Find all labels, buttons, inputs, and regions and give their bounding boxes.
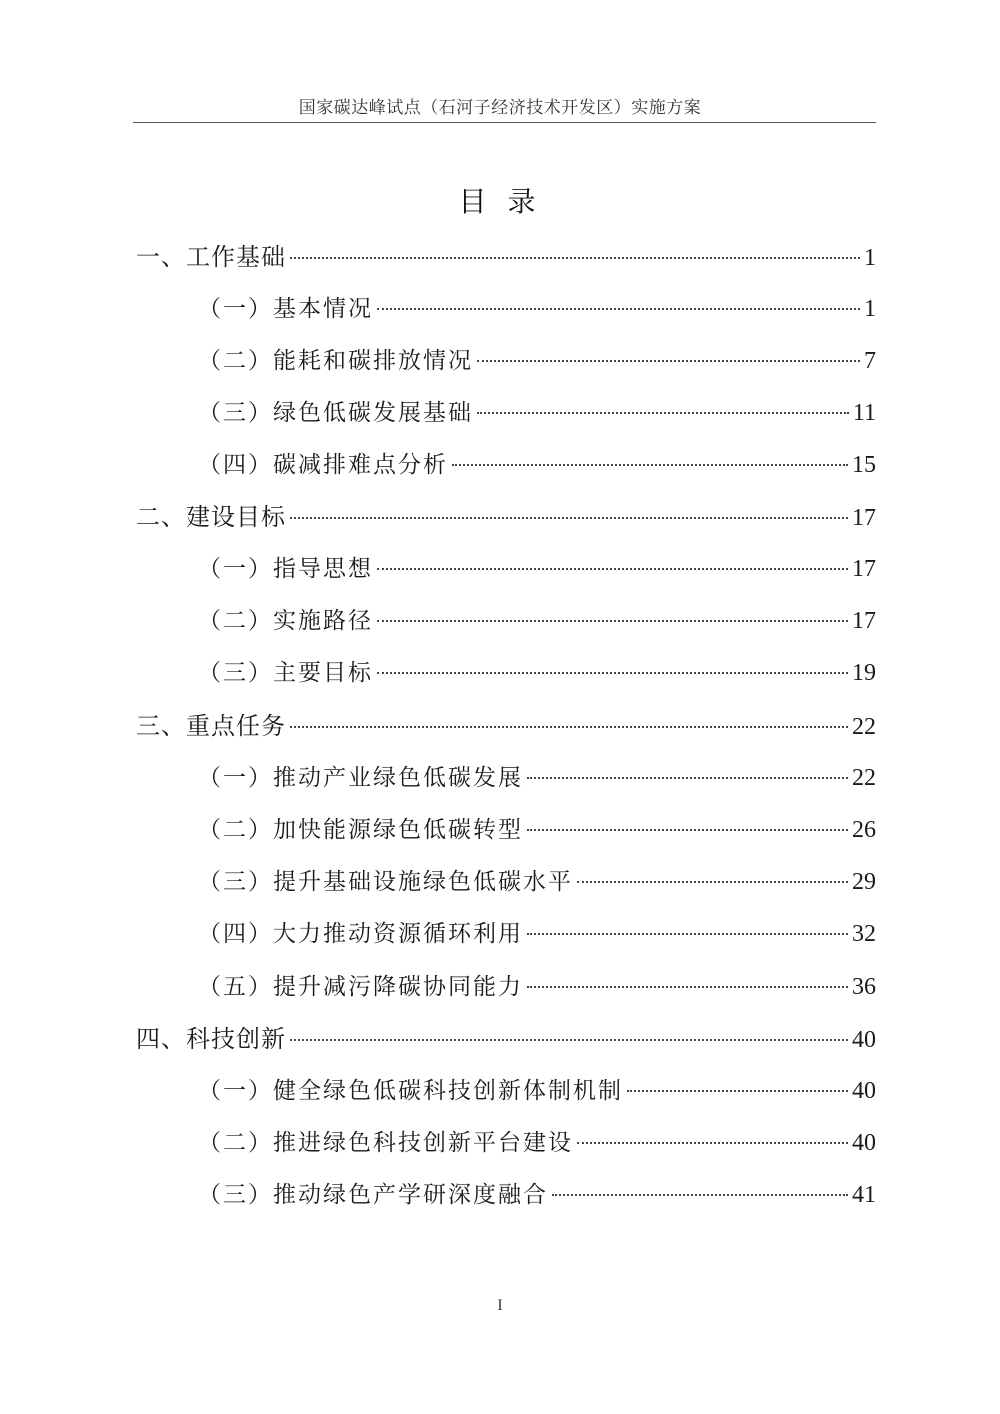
toc-entry-page: 1: [864, 296, 876, 322]
toc-entry-text: （四）大力推动资源循环利用: [198, 921, 523, 947]
toc-leader-dots: [290, 517, 848, 519]
toc-entry-text: 二、建设目标: [136, 503, 286, 531]
toc-entry[interactable]: [198, 810, 876, 850]
toc-entry-page: 40: [852, 1078, 876, 1104]
toc-title: 目 录: [458, 185, 542, 218]
toc-entry[interactable]: [198, 289, 876, 329]
toc-leader-dots: [552, 1194, 848, 1196]
toc-entry[interactable]: [198, 1071, 876, 1111]
toc-entry-text: 四、科技创新: [136, 1025, 286, 1053]
toc-leader-dots: [377, 568, 848, 570]
toc-entry-page: 19: [852, 660, 876, 686]
toc-entry-page: 26: [852, 817, 876, 843]
toc-entry-page: 15: [852, 452, 876, 478]
page-number: I: [497, 1297, 503, 1314]
toc-entry-page: 36: [852, 974, 876, 1000]
toc-entry-text: （二）加快能源绿色低碳转型: [198, 817, 523, 843]
toc-leader-dots: [477, 360, 860, 362]
toc-entry[interactable]: [198, 393, 876, 433]
toc-leader-dots: [290, 726, 848, 728]
toc-entry-text: （五）提升减污降碳协同能力: [198, 974, 523, 1000]
toc-entry[interactable]: [198, 1123, 876, 1163]
toc-entry[interactable]: [198, 653, 876, 693]
toc-entry[interactable]: [198, 862, 876, 902]
toc-entry[interactable]: [198, 914, 876, 954]
toc-entry-text: （三）主要目标: [198, 660, 373, 686]
toc-entry-page: 17: [852, 505, 876, 531]
toc-entry-page: 7: [864, 348, 876, 374]
toc-entry-text: （三）推动绿色产学研深度融合: [198, 1182, 548, 1208]
toc-entry[interactable]: [136, 497, 876, 537]
toc-entry-page: 17: [852, 556, 876, 582]
toc-entry-text: 一、工作基础: [136, 243, 286, 271]
toc-entry[interactable]: [198, 758, 876, 798]
toc-leader-dots: [377, 672, 848, 674]
toc-entry-text: （一）推动产业绿色低碳发展: [198, 765, 523, 791]
toc-entry-text: 三、重点任务: [136, 712, 286, 740]
toc-leader-dots: [527, 777, 848, 779]
toc-entry-text: （三）绿色低碳发展基础: [198, 400, 473, 426]
toc-entry[interactable]: [198, 341, 876, 381]
toc-leader-dots: [627, 1090, 848, 1092]
toc-entry[interactable]: [198, 1175, 876, 1215]
toc-leader-dots: [527, 933, 848, 935]
toc-entry[interactable]: [198, 549, 876, 589]
toc-leader-dots: [527, 829, 848, 831]
toc-entry-page: 40: [852, 1027, 876, 1053]
toc-entry-page: 22: [852, 714, 876, 740]
toc-entry[interactable]: [198, 445, 876, 485]
toc-leader-dots: [290, 257, 860, 259]
toc-entry-page: 11: [852, 400, 876, 426]
toc-entry[interactable]: [136, 706, 876, 746]
toc-entry[interactable]: [198, 967, 876, 1007]
toc-entry-text: （一）基本情况: [198, 296, 373, 322]
toc-entry-text: （一）健全绿色低碳科技创新体制机制: [198, 1078, 623, 1104]
toc-leader-dots: [477, 412, 849, 414]
toc-entry-page: 29: [852, 869, 876, 895]
toc-entry-page: 1: [864, 245, 876, 271]
toc-entry-text: （二）能耗和碳排放情况: [198, 348, 473, 374]
toc-leader-dots: [290, 1039, 848, 1041]
toc-entry-text: （二）推进绿色科技创新平台建设: [198, 1130, 573, 1156]
running-header: 国家碳达峰试点（石河子经济技术开发区）实施方案: [298, 98, 702, 118]
toc-entry-page: 22: [852, 765, 876, 791]
toc-entry-text: （一）指导思想: [198, 556, 373, 582]
toc-leader-dots: [377, 620, 848, 622]
toc-leader-dots: [577, 881, 848, 883]
toc-leader-dots: [577, 1142, 848, 1144]
toc-entry-page: 32: [852, 921, 876, 947]
toc-leader-dots: [452, 464, 848, 466]
toc-entry-text: （三）提升基础设施绿色低碳水平: [198, 869, 573, 895]
toc-entry[interactable]: [136, 1019, 876, 1059]
toc-leader-dots: [527, 986, 848, 988]
toc-entry[interactable]: [198, 601, 876, 641]
toc-entry[interactable]: [136, 237, 876, 277]
toc-entry-page: 17: [852, 608, 876, 634]
toc-entry-page: 41: [852, 1182, 876, 1208]
toc-entry-text: （四）碳减排难点分析: [198, 452, 448, 478]
toc-leader-dots: [377, 308, 860, 310]
toc-entry-text: （二）实施路径: [198, 608, 373, 634]
toc-entry-page: 40: [852, 1130, 876, 1156]
